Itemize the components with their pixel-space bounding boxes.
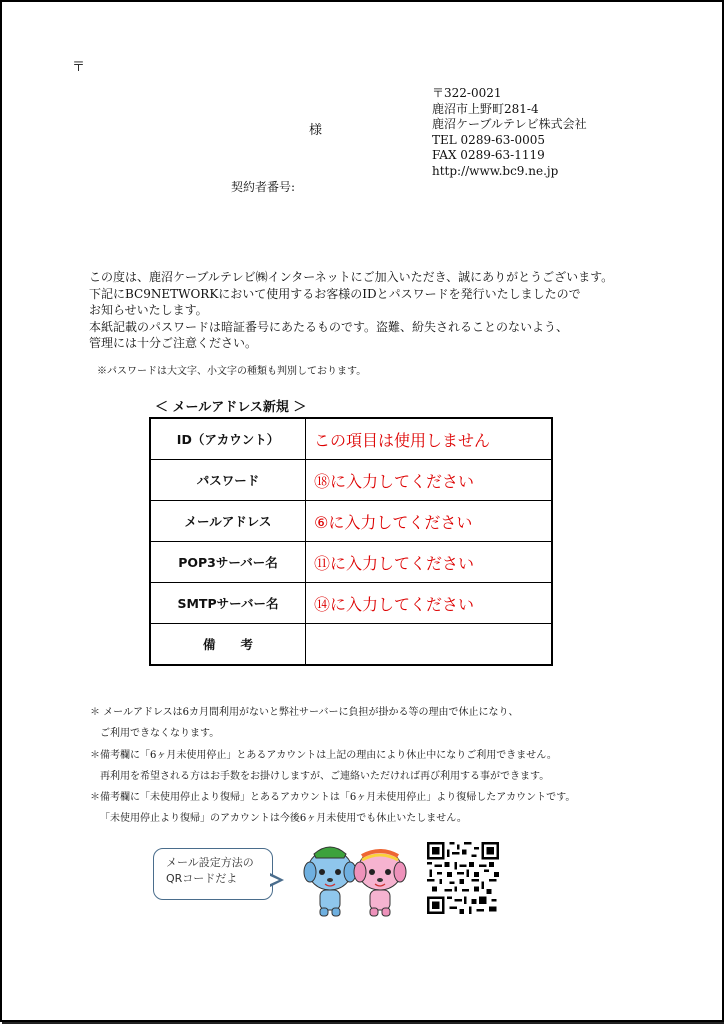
sender-fax: FAX 0289-63-1119 <box>432 148 545 162</box>
notes-section <box>90 702 575 830</box>
row-value: ⑱に入力してください <box>306 460 553 501</box>
table-row <box>150 418 552 460</box>
contract-number-label: 契約者番号: <box>231 180 296 194</box>
sender-address: 鹿沼市上野町281-4 <box>432 101 539 116</box>
row-label: SMTPサーバー名 <box>150 583 306 624</box>
note-line: 「未使用停止より復帰」のアカウントは今後6ヶ月未使用でも休止いたしません。 <box>100 813 467 825</box>
note-line: 再利用を希望される方はお手数をお掛けしますが、ご連絡いただければ再び利用する事ができます。 <box>100 770 550 782</box>
account-info-table <box>149 417 553 666</box>
qr-code-image <box>427 842 499 914</box>
note-line: ご利用できなくなります。 <box>100 728 220 740</box>
table-row <box>150 542 552 583</box>
mascot-characters-image <box>300 840 410 918</box>
sender-url: http://www.bc9.ne.jp <box>432 163 559 178</box>
intro-line: 本紙記載のパスワードは暗証番号にあたるものです。盗難、紛失されることのないよう、 <box>89 319 569 334</box>
password-note: ※パスワードは大文字、小文字の種類も判別しております。 <box>97 366 367 377</box>
intro-line: お知らせいたします。 <box>89 303 208 317</box>
row-label: ID（アカウント） <box>150 418 306 460</box>
speech-bubble <box>153 848 273 900</box>
table-row <box>150 460 552 501</box>
sender-company: 鹿沼ケーブルテレビ株式会社 <box>432 117 587 131</box>
table-title: ＜ メールアドレス新規 ＞ <box>155 400 307 415</box>
intro-text <box>89 269 613 352</box>
row-value <box>306 624 553 666</box>
bubble-line: メール設定方法の <box>166 856 254 869</box>
row-label: メールアドレス <box>150 501 306 542</box>
note-line: ＊備考欄に「未使用停止より復帰」とあるアカウントは「6ヶ月未使用停止」より復帰したアカウントです。 <box>90 792 576 804</box>
table-row <box>150 583 552 624</box>
bubble-tail-inner <box>268 875 279 885</box>
table-row <box>150 501 552 542</box>
row-label: パスワード <box>150 460 306 501</box>
row-value: ⑥に入力してください <box>306 501 553 542</box>
row-label: 備 考 <box>150 624 306 666</box>
row-value: ⑭に入力してください <box>306 583 553 624</box>
row-label: POP3サーバー名 <box>150 542 306 583</box>
note-line: ＊備考欄に「6ヶ月未使用停止」とあるアカウントは上記の理由により休止中になりご利用できません。 <box>90 749 557 761</box>
bubble-text <box>166 855 254 887</box>
postal-mark: 〒 <box>72 60 86 75</box>
intro-line: 下記にBC9NETWORKにおいて使用するお客様のIDとパスワードを発行いたしましたので <box>89 286 581 301</box>
addressee-suffix: 様 <box>309 123 323 138</box>
row-value: ⑪に入力してください <box>306 542 553 583</box>
sender-postal: 〒322-0021 <box>432 86 502 100</box>
intro-line: この度は、鹿沼ケーブルテレビ㈱インターネットにご加入いただき、誠にありがとうございます。 <box>89 270 614 284</box>
note-line: ＊ メールアドレスは6カ月間利用がないと弊社サーバーに負担が掛かる等の理由で休止になり、 <box>90 707 519 718</box>
table-row <box>150 624 552 666</box>
sender-block <box>432 86 587 179</box>
sender-tel: TEL 0289-63-0005 <box>432 132 546 147</box>
bubble-line: QRコードだよ <box>166 872 238 885</box>
intro-line: 管理には十分ご注意ください。 <box>89 336 258 350</box>
row-value: この項目は使用しません <box>306 418 553 460</box>
